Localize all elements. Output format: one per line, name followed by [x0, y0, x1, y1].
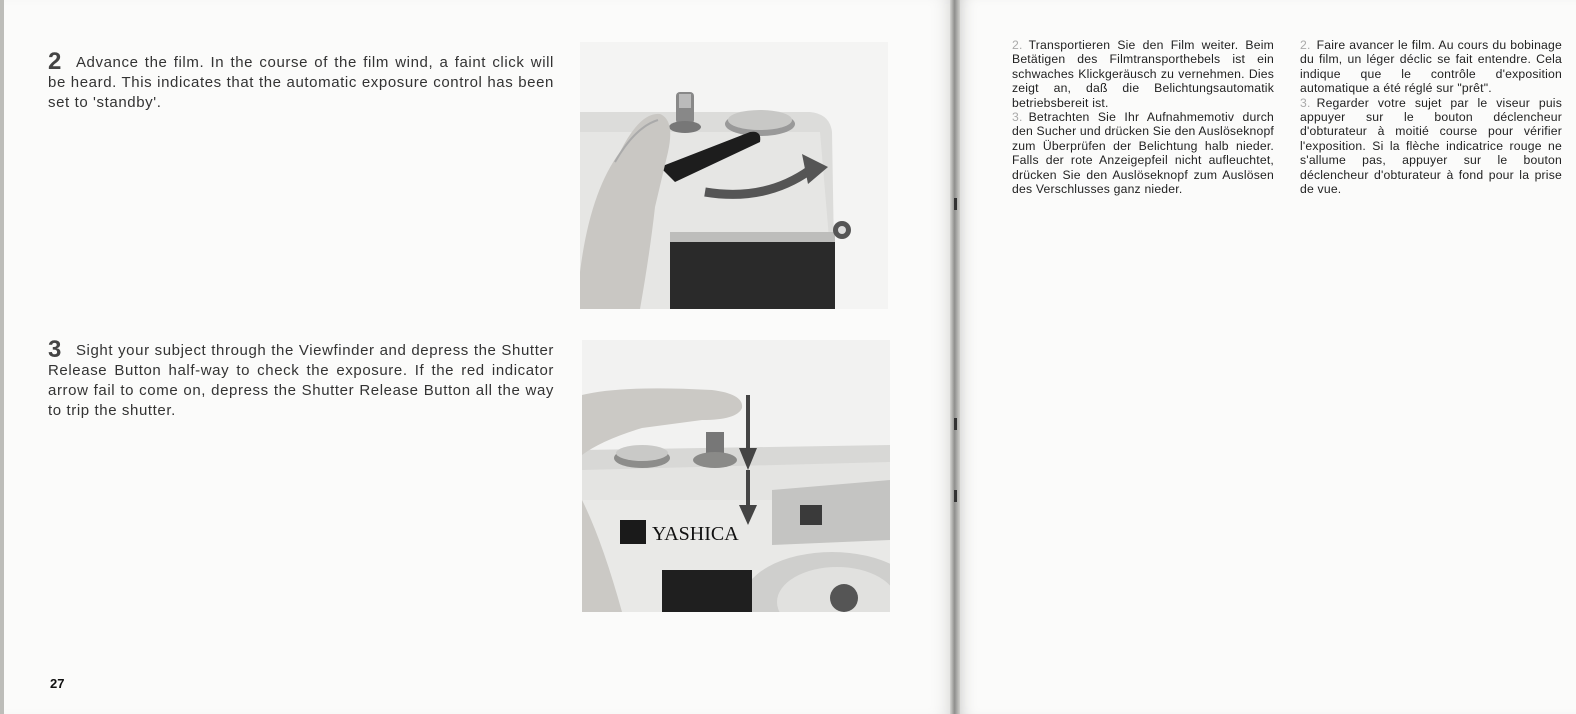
shutter-release-illustration: [582, 340, 890, 612]
gutter-mark: [954, 198, 957, 210]
book-gutter: [950, 0, 960, 714]
step-text: Regarder votre sujet par le viseur puis appuyer sur le bouton déclencheur d'obturateur à moitié course pour vérifier l'exposition. Si la flèche indicatrice rouge ne s'allume pas, appuyer sur le bouton déclencheur d'obturateur à fond pour la prise de vue.: [1300, 95, 1562, 197]
film-advance-illustration: [580, 42, 888, 309]
french-column: [1300, 38, 1562, 196]
step-text: Transportieren Sie den Film weiter. Beim Betätigen des Filmtransporthebels ist ein schwaches Klickgeräusch zu vernehmen. Dies zeigt an, daß die Belichtungsautomatik betriebsbereit ist.: [1012, 38, 1274, 110]
step-number: 3.: [1012, 110, 1023, 125]
french-step-2: [1300, 38, 1562, 96]
step-number: 3: [48, 336, 62, 363]
step-text: Betrachten Sie Ihr Aufnahmemotiv durch den Sucher und drücken Sie den Auslöseknopf zum Überprüfen der Belichtung halb nieder. Falls der rote Anzeigepfeil nicht aufleuchtet, drücken Sie den Auslöseknopf zum Auslösen des Verschlusses ganz nieder.: [1012, 110, 1275, 197]
page-number: 27: [50, 676, 65, 691]
step-number: 2.: [1300, 38, 1311, 52]
step-3-instruction: [48, 336, 554, 421]
gutter-mark: [954, 490, 957, 502]
step-text: Sight your subject through the Viewfinder and depress the Shutter Release Button half-way to check the exposure. If the red indicator arrow fail to come on, depress the Shutter Release Button all the way to trip the shutter.: [48, 342, 554, 419]
step-number: 2: [48, 48, 62, 75]
french-step-3: [1300, 96, 1562, 197]
step-number: 3.: [1300, 95, 1311, 110]
photo-shutter-release: [582, 340, 890, 612]
german-column: [1012, 38, 1274, 196]
step-text: Faire avancer le film. Au cours du bobinage du film, un léger déclic se fait entendre. Cela indique que le contrôle d'exposition automatique a été réglé sur "prêt".: [1300, 38, 1562, 96]
german-step-2: [1012, 38, 1274, 110]
step-number: 2.: [1012, 38, 1023, 52]
camera-brand-logo: YASHICA: [652, 523, 739, 545]
german-step-3: [1012, 110, 1274, 196]
gutter-mark: [954, 418, 957, 430]
step-2-instruction: [48, 48, 554, 113]
step-text: Advance the film. In the course of the film wind, a faint click will be heard. This indicates that the automatic exposure control has been set to 'standby'.: [48, 54, 554, 111]
photo-film-advance: [580, 42, 888, 309]
